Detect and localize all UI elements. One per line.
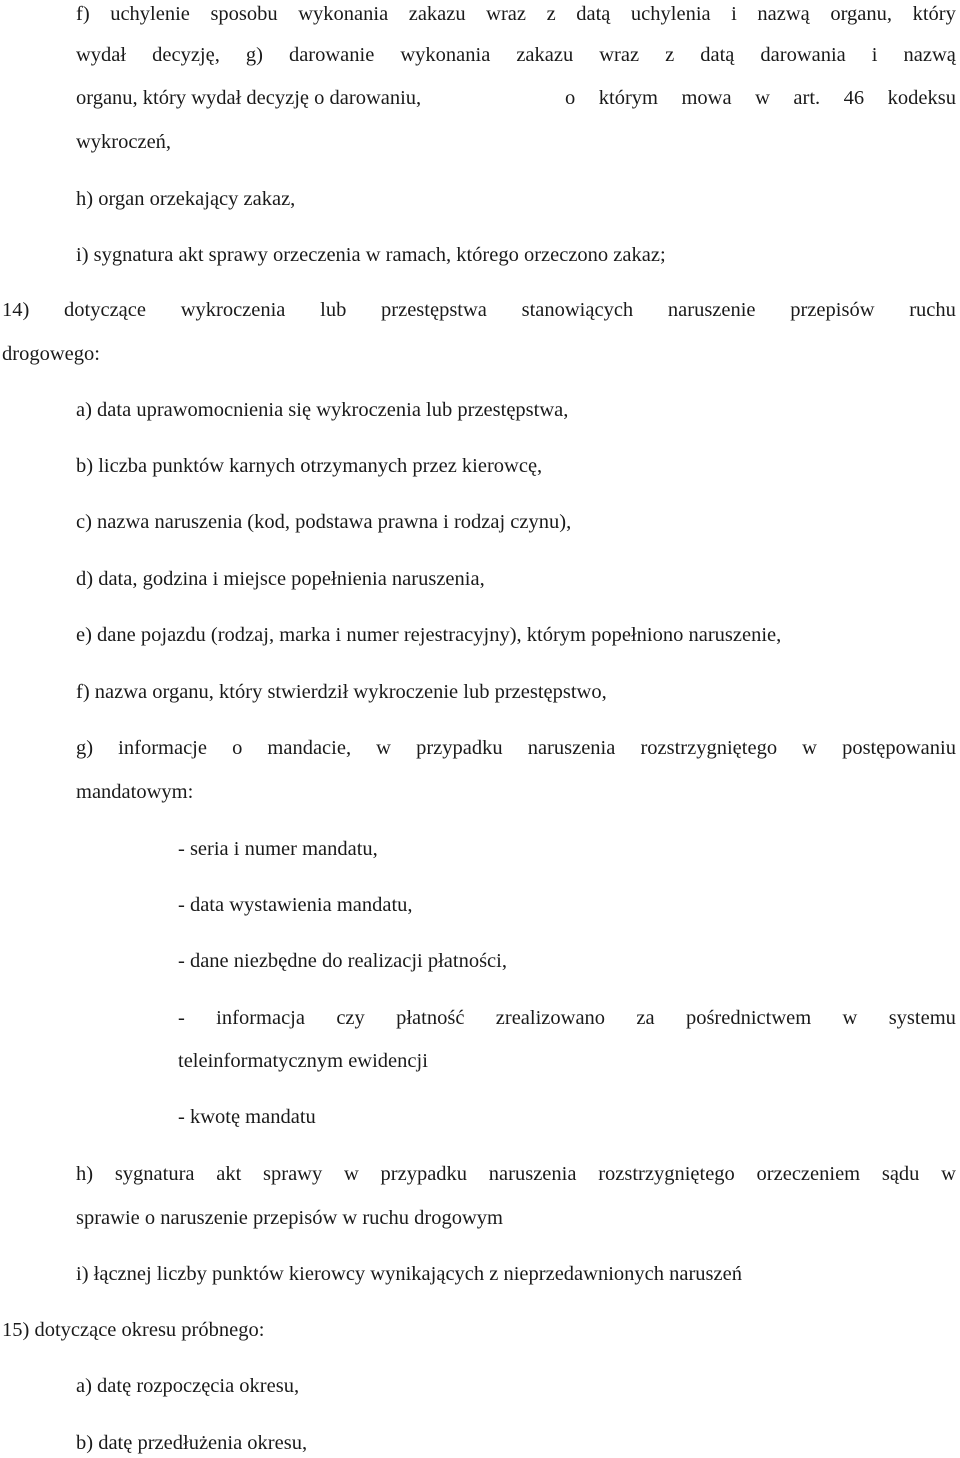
word: organu, xyxy=(830,3,893,25)
word: przypadku xyxy=(380,1163,468,1185)
word: kodeksu xyxy=(887,87,956,109)
word: uchylenia xyxy=(630,3,711,25)
word: decyzję, xyxy=(152,44,220,66)
word: stanowiących xyxy=(521,299,634,321)
word: w xyxy=(755,87,770,109)
word: przypadku xyxy=(416,737,503,759)
list-item-g-cont: mandatowym: xyxy=(76,781,194,803)
sublist-item-kwota: - kwotę mandatu xyxy=(178,1106,316,1128)
list-item-e: e) dane pojazdu (rodzaj, marka i numer rejestracyjny), którym popełniono naruszenie, xyxy=(76,624,782,646)
word: przestępstwa xyxy=(381,299,487,321)
word: w xyxy=(343,1163,359,1185)
list-item-b-okres: b) datę przedłużenia okresu, xyxy=(76,1432,308,1454)
word: wykonania xyxy=(298,3,389,25)
sublist-item-dane: - dane niezbędne do realizacji płatności, xyxy=(178,950,507,972)
word: o xyxy=(232,737,243,759)
word: zakazu xyxy=(516,44,574,66)
word: nazwą xyxy=(903,44,956,66)
list-item-h-organ: h) organ orzekający zakaz, xyxy=(76,188,296,210)
word: mowa xyxy=(681,87,732,109)
word: datą xyxy=(700,44,735,66)
word: rozstrzygniętego xyxy=(640,737,778,759)
word: naruszenia xyxy=(488,1163,577,1185)
word: g) xyxy=(245,44,263,66)
list-item-g xyxy=(76,736,956,760)
word: nazwą xyxy=(757,3,810,25)
list-item-a-okres: a) datę rozpoczęcia okresu, xyxy=(76,1375,300,1397)
word: orzeczeniem xyxy=(756,1163,861,1185)
word: dotyczące xyxy=(64,299,146,321)
word: wraz xyxy=(599,44,640,66)
sublist-item-seria: - seria i numer mandatu, xyxy=(178,838,378,860)
word: pośrednictwem xyxy=(685,1007,812,1029)
word: uchylenie xyxy=(110,3,190,25)
text-line-2 xyxy=(76,43,956,67)
list-item-b: b) liczba punktów karnych otrzymanych przez kierowcę, xyxy=(76,455,543,477)
word: postępowaniu xyxy=(842,737,956,759)
word: którym xyxy=(598,87,658,109)
word: wykonania xyxy=(400,44,491,66)
list-item-i-sygnatura: i) sygnatura akt sprawy orzeczenia w ramach, którego orzeczono zakaz; xyxy=(76,244,666,266)
text-line-3a: organu, który wydał decyzję o darowaniu, xyxy=(76,87,422,109)
list-item-c: c) nazwa naruszenia (kod, podstawa prawna i rodzaj czynu), xyxy=(76,511,572,533)
word: g) xyxy=(76,737,94,759)
list-item-i-punkty: i) łącznej liczby punktów kierowcy wynikających z nieprzedawnionych naruszeń xyxy=(76,1263,742,1285)
word: który xyxy=(912,3,956,25)
section-14-heading xyxy=(2,298,956,322)
sublist-item-informacja-cont: teleinformatycznym ewidencji xyxy=(178,1050,428,1072)
word: wydał xyxy=(76,44,127,66)
word: w xyxy=(376,737,391,759)
word: sprawy xyxy=(263,1163,323,1185)
word: ruchu xyxy=(909,299,956,321)
word: wraz xyxy=(486,3,527,25)
word: sądu xyxy=(881,1163,920,1185)
word: rozstrzygniętego xyxy=(598,1163,735,1185)
word: w xyxy=(941,1163,956,1185)
sublist-item-data: - data wystawienia mandatu, xyxy=(178,894,413,916)
list-item-d: d) data, godzina i miejsce popełnienia naruszenia, xyxy=(76,568,485,590)
list-item-h-sygnatura xyxy=(76,1162,956,1186)
word: 46 xyxy=(843,87,865,109)
word: sygnatura xyxy=(114,1163,195,1185)
sublist-item-informacja xyxy=(178,1006,956,1030)
word: czy xyxy=(336,1007,365,1029)
word: naruszenie xyxy=(667,299,756,321)
text-line-4: wykroczeń, xyxy=(76,131,172,153)
word: z xyxy=(665,44,675,66)
word: naruszenia xyxy=(527,737,616,759)
word: systemu xyxy=(888,1007,956,1029)
word: z xyxy=(546,3,556,25)
word: o xyxy=(565,87,576,109)
word: w xyxy=(802,737,817,759)
list-item-a: a) data uprawomocnienia się wykroczenia lub przestępstwa, xyxy=(76,399,569,421)
word: 14) xyxy=(2,299,30,321)
word: f) xyxy=(76,3,90,25)
section-14-heading-cont: drogowego: xyxy=(2,343,100,365)
word: mandacie, xyxy=(267,737,352,759)
list-item-f: f) nazwa organu, który stwierdził wykroczenie lub przestępstwo, xyxy=(76,681,607,703)
word: zrealizowano xyxy=(495,1007,606,1029)
word: za xyxy=(636,1007,655,1029)
word: informacja xyxy=(216,1007,305,1029)
word: darowania xyxy=(760,44,846,66)
word: lub xyxy=(320,299,347,321)
word: i xyxy=(871,44,878,66)
word: przepisów xyxy=(790,299,875,321)
list-item-h-sygnatura-cont: sprawie o naruszenie przepisów w ruchu drogowym xyxy=(76,1207,503,1229)
word: akt xyxy=(216,1163,242,1185)
text-line-1 xyxy=(76,2,956,26)
word: w xyxy=(842,1007,858,1029)
word: - xyxy=(178,1007,185,1029)
word: datą xyxy=(576,3,611,25)
text-line-3b xyxy=(565,86,956,110)
word: informacje xyxy=(118,737,207,759)
word: zakazu xyxy=(408,3,466,25)
word: płatność xyxy=(396,1007,465,1029)
word: darowanie xyxy=(288,44,375,66)
word: art. xyxy=(793,87,821,109)
word: h) xyxy=(76,1163,94,1185)
word: wykroczenia xyxy=(180,299,286,321)
section-15-heading: 15) dotyczące okresu próbnego: xyxy=(2,1319,265,1341)
word: i xyxy=(731,3,737,25)
word: sposobu xyxy=(210,3,278,25)
